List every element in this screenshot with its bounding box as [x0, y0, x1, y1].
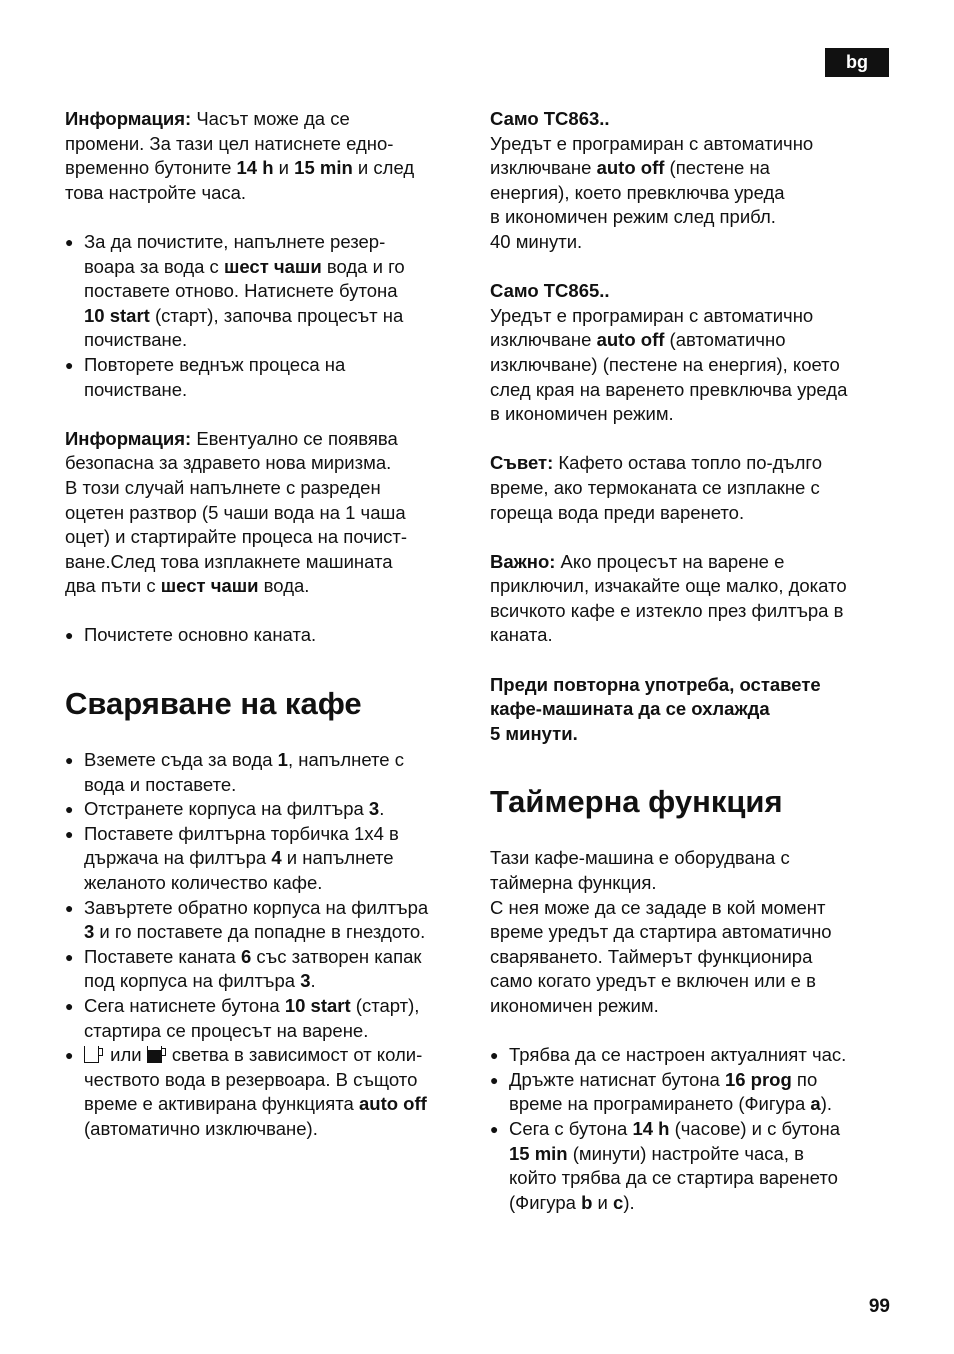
button-ref-start: 10 start [284, 995, 351, 1016]
jug-empty-icon [84, 1046, 99, 1063]
list-item [65, 748, 470, 797]
jug-full-icon [147, 1046, 162, 1063]
note-text: време, ако термоканата се изплакне с [490, 476, 820, 498]
info-text: оцет) и стартирайте процеса на почист- [65, 526, 408, 548]
intro-text: време уредът да стартира автоматично [490, 921, 832, 943]
language-tag: bg [825, 48, 889, 77]
item-text: и го поставете да попадне в гнездото. [94, 921, 426, 943]
info-text: безопасна за здравето нова миризма. [65, 452, 392, 474]
note-text: (автоматично [664, 329, 786, 351]
note-text: в икономичен режим. [490, 403, 674, 425]
item-text: и напълнете [281, 847, 394, 869]
list-item [65, 896, 470, 945]
item-text: (старт), [350, 995, 420, 1016]
note-text: приключил, изчакайте още малко, докато [490, 575, 847, 597]
item-text: (автоматично изключване). [84, 1117, 318, 1139]
note-text: изключване) (пестене на енергия), което [490, 353, 840, 375]
cooldown-warning [490, 673, 890, 747]
item-text: чеството вода в резервоара. В същото [84, 1068, 418, 1090]
list-item [490, 1117, 890, 1215]
bold-term: шест чаши [223, 255, 322, 277]
model-note-tc863 [490, 107, 890, 255]
right-column [490, 107, 890, 1215]
item-text: воара за вода с [84, 255, 224, 277]
bold-term: auto off [596, 157, 665, 179]
intro-text: таймерна функция. [490, 872, 657, 894]
item-text: желаното количество кафе. [84, 872, 323, 894]
note-text: в икономичен режим след прибл. [490, 206, 776, 228]
item-text: (часове) и с бутона [669, 1117, 841, 1139]
list-item [65, 797, 470, 822]
note-text: Ако процесът на варене е [560, 550, 785, 572]
part-ref: 4 [271, 847, 282, 869]
tip-note [490, 451, 890, 525]
important-label: Важно: [490, 550, 556, 572]
item-text: ● За да почистите, напълнете резер- [84, 230, 386, 252]
item-text: ● Поставете филтърна торбичка 1x4 в [84, 822, 399, 844]
note-text: всичкото кафе е изтекло през филтъра в [490, 599, 844, 621]
section-heading-timer: Таймерна функция [490, 784, 783, 820]
item-text: почистване. [84, 378, 188, 400]
item-text: или [105, 1044, 147, 1066]
info-text: ване.След това изплакнете машината [65, 550, 393, 572]
section-heading-brewing: Сваряване на кафе [65, 686, 362, 722]
button-ref-14h: 14 h [632, 1117, 670, 1139]
item-text: почистване. [84, 329, 188, 351]
model-label: Само TC863.. [490, 108, 610, 129]
bold-term: шест чаши [160, 575, 259, 597]
tip-label: Съвет: [490, 452, 554, 474]
info-text: и след [352, 157, 415, 179]
button-ref-14h: 14 h [236, 157, 274, 179]
info-note-odor [65, 427, 470, 599]
item-text: със затворен капак [251, 945, 422, 967]
list-item [490, 1068, 890, 1117]
note-text: енергия), което превключва уреда [490, 181, 785, 203]
list-item [65, 945, 470, 994]
item-text: (старт), започва процесът на [149, 304, 404, 326]
note-text: Уредът е програмиран с автоматично [490, 304, 814, 326]
item-text: вода и поставете. [84, 773, 237, 795]
item-text: който трябва да се стартира варенето [509, 1167, 838, 1189]
intro-text: само когато уредът е включен или е в [490, 970, 816, 992]
figure-ref: c [613, 1191, 624, 1213]
model-label: Само TC865.. [490, 280, 610, 302]
intro-text: С нея може да се зададе в кой момент [490, 896, 826, 918]
button-ref-15min: 15 min [509, 1142, 568, 1164]
item-text: Сега с бутона [509, 1117, 633, 1139]
page-number: 99 [868, 1296, 890, 1317]
part-ref: 3 [84, 921, 95, 943]
info-text: оцетен разтвор (5 чаши вода на 1 чаша [65, 501, 406, 523]
item-text: Отстранете корпуса на филтъра [84, 798, 369, 820]
item-text: (Фигура [509, 1191, 582, 1213]
item-text: Поставете каната [84, 945, 241, 967]
info-text: вода. [258, 575, 310, 597]
note-text: (пестене на [664, 157, 770, 179]
info-text: промени. За тази цел натиснете едно- [65, 132, 394, 154]
list-item [490, 1043, 890, 1068]
item-text: вода и го [321, 255, 405, 277]
info-text: два пъти с [65, 575, 161, 597]
item-text: Почистете основно каната. [84, 624, 317, 646]
intro-text: Тази кафе-машина е оборудвана с [490, 847, 790, 869]
item-text: ). [623, 1191, 635, 1213]
important-note [490, 550, 890, 648]
note-text: след края на варенето превключва уреда [490, 378, 848, 400]
item-text: държача на филтъра [84, 847, 272, 869]
part-ref: 3 [300, 970, 311, 992]
item-text: и [592, 1191, 614, 1213]
bold-term: auto off [596, 329, 665, 351]
item-text: време е активирана функцията [84, 1093, 359, 1115]
figure-ref: a [810, 1093, 821, 1115]
note-text: гореща вода преди варенето. [490, 501, 745, 523]
item-text: . [310, 970, 316, 992]
button-ref-15min: 15 min [294, 157, 353, 179]
item-text: Сега натиснете бутона [84, 995, 285, 1016]
item-text: (минути) настройте часа, в [567, 1142, 804, 1164]
bold-term: auto off [358, 1093, 427, 1115]
item-text: , напълнете с [287, 749, 404, 771]
warning-text: 5 минути. [490, 722, 578, 744]
intro-text: сваряването. Таймерът функционира [490, 945, 813, 967]
info-text: и [273, 157, 295, 179]
item-text: Трябва да се настроен актуалният час. [509, 1044, 847, 1066]
list-item [65, 623, 470, 648]
part-ref: 3 [368, 798, 380, 820]
model-note-tc865 [490, 279, 890, 427]
info-note-clock [65, 107, 470, 205]
info-text: това настройте часа. [65, 181, 247, 203]
info-text: Часът може да се [196, 108, 350, 129]
item-text: светва в зависимост от коли- [166, 1044, 423, 1066]
item-text: ). [820, 1093, 833, 1115]
info-label: Информация: [65, 108, 192, 129]
info-text: Евентуално се появява [196, 427, 398, 449]
left-column [65, 107, 470, 1142]
item-text: стартира се процесът на варене. [84, 1019, 369, 1041]
note-text: Кафето остава топло по-дълго [558, 452, 823, 474]
item-text: поставете отново. Натиснете бутона [84, 280, 398, 302]
part-ref: 6 [240, 945, 252, 967]
warning-text: кафе-машината да се охлажда [490, 698, 770, 720]
list-item [65, 353, 470, 402]
item-text: Вземете съда за вода [84, 749, 278, 771]
note-text: изключване [490, 329, 597, 351]
part-ref: 1 [277, 749, 288, 771]
item-text: . [379, 798, 385, 820]
list-item [65, 1043, 470, 1141]
list-item [65, 230, 470, 353]
list-item [65, 822, 470, 896]
item-text: време на програмирането (Фигура [509, 1093, 811, 1115]
item-text: ● Завъртете обратно корпуса на филтъра [84, 896, 429, 918]
info-text: временно бутоните [65, 157, 237, 179]
item-text: ● Повторете веднъж процеса на [84, 353, 346, 375]
warning-text: Преди повторна употреба, оставете [490, 673, 821, 695]
figure-ref: b [581, 1191, 593, 1213]
note-text: каната. [490, 624, 553, 646]
item-text: по [791, 1068, 818, 1090]
info-text: В този случай напълнете с разреден [65, 476, 381, 498]
item-text: Дръжте натиснат бутона [509, 1068, 725, 1090]
note-text: 40 минути. [490, 230, 583, 252]
info-label: Информация: [65, 427, 192, 449]
note-text: Уредът е програмиран с автоматично [490, 132, 814, 154]
button-ref-prog: 16 prog [724, 1068, 792, 1090]
note-text: изключване [490, 157, 597, 179]
list-item [65, 994, 470, 1043]
button-ref-start: 10 start [84, 304, 150, 326]
item-text: под корпуса на филтъра [84, 970, 301, 992]
intro-text: икономичен режим. [490, 995, 659, 1016]
timer-intro [490, 846, 890, 1018]
